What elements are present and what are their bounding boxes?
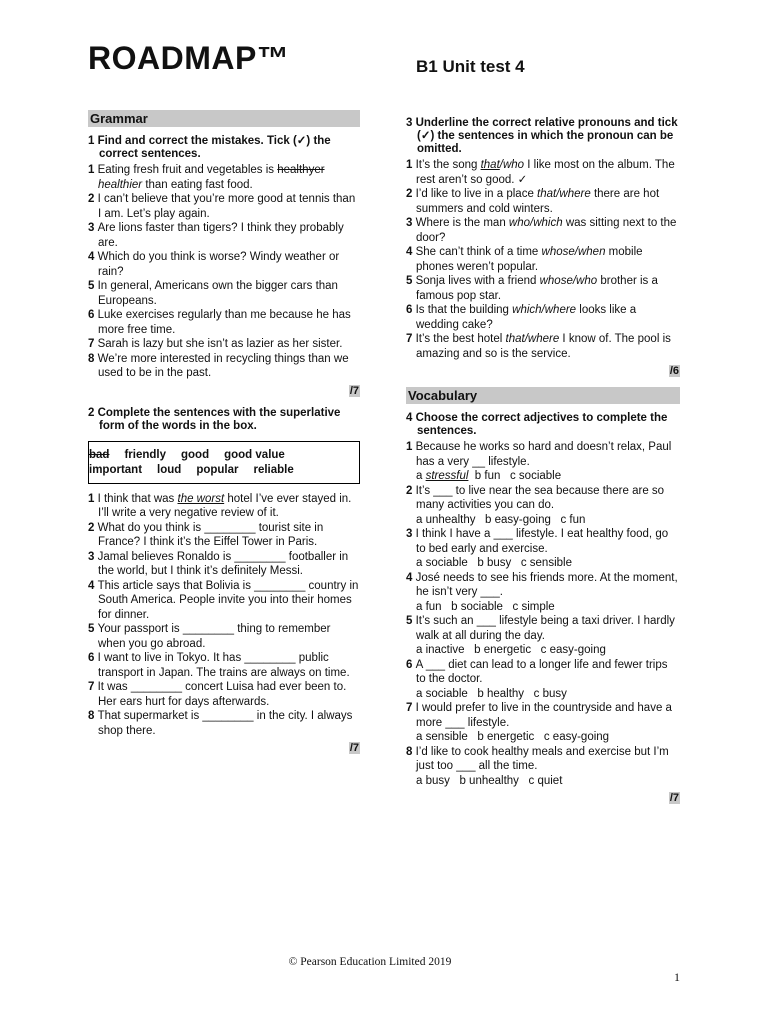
item-number: 7 [406, 702, 416, 714]
unit-title: B1 Unit test 4 [416, 57, 525, 76]
option-text: b fun c sociable [468, 470, 562, 482]
item-text: What do you think is ________ tourist site in France? I think it’s the Eiffel Tower in Paris. [97, 521, 324, 548]
example-answer: stressful [425, 470, 469, 482]
answer-options: a unhealthy b easy-going c fun [416, 513, 586, 526]
item-number: 5 [406, 615, 416, 627]
choice: whose/when [541, 246, 606, 258]
exercise-4-list [406, 440, 680, 788]
item-text: José needs to see his friends more. At the moment, he isn’t very ___. [415, 571, 678, 598]
item-number: 4 [88, 251, 98, 263]
item-text: This article says that Bolivia is ________ country in South America. People invite you into their homes for dinner. [97, 579, 359, 621]
item-text: looks like a wedding cake? [416, 304, 637, 331]
list-item [88, 250, 360, 279]
exercise-3-instruction: 3 Underline the correct relative pronouns and tick (✓) the sentences in which the pronoun can be omitted. [406, 117, 678, 155]
item-number: 1 [406, 159, 416, 171]
word-box-row [89, 463, 355, 478]
item-number: 3 [406, 217, 416, 229]
item-text: We’re more interested in recycling things than we used to be in the past. [97, 352, 349, 379]
item-number: 8 [406, 745, 416, 758]
item-number: 2 [88, 193, 98, 205]
answer-options: a sociable b healthy c busy [416, 687, 567, 700]
list-item [406, 158, 680, 187]
item-text: I’d like to live in a place [415, 188, 538, 200]
box-word: popular [196, 463, 239, 476]
list-item [88, 337, 360, 352]
item-text: Your passport is ________ thing to remember when you go abroad. [97, 623, 331, 650]
answer-options: a inactive b energetic c easy-going [416, 644, 606, 656]
item-text: It was ________ concert Luisa had ever been to. Her ears hurt for days afterwards. [97, 681, 347, 708]
choice: that/where [537, 188, 591, 200]
exercise-3-list [406, 158, 680, 361]
answer-options: a fun b sociable c simple [416, 600, 555, 613]
item-text: I like most on the album. The rest aren’t so good. ✓ [416, 159, 675, 186]
tick-icon: ✓ [296, 135, 307, 147]
exercise-4-score: /7 [669, 792, 679, 804]
item-text: Sonja lives with a friend [415, 275, 540, 287]
list-item [406, 440, 680, 469]
list-item [88, 651, 360, 680]
page-number: 1 [674, 970, 680, 984]
list-item [88, 192, 360, 221]
word-box [88, 441, 360, 484]
list-item [406, 701, 680, 730]
item-number: 4 [406, 571, 416, 584]
box-word: good [181, 448, 210, 461]
list-item [88, 163, 360, 192]
item-text: It’s the best hotel [415, 333, 506, 345]
item-text: Luke exercises regularly than me because he has more free time. [97, 309, 351, 336]
list-item [406, 274, 680, 303]
list-item [406, 216, 680, 245]
box-word: friendly [124, 448, 166, 461]
option-text: a [416, 470, 426, 482]
item-number: 5 [88, 623, 98, 635]
exercise-4-instruction: 4 Choose the correct adjectives to complete the sentences. [406, 412, 668, 437]
choice: which/where [512, 304, 577, 316]
item-number: 2 [406, 484, 416, 497]
list-item [406, 571, 680, 600]
item-number: 2 [406, 188, 416, 200]
item-number: 6 [406, 304, 416, 316]
item-text: mobile phones weren’t popular. [416, 246, 643, 273]
list-item [88, 308, 360, 337]
item-number: 1 [88, 164, 98, 176]
section-heading-grammar: Grammar [88, 110, 360, 127]
underlined-choice: that [480, 159, 500, 171]
list-item [88, 680, 360, 709]
list-item [88, 521, 360, 550]
item-number: 8 [88, 352, 98, 365]
item-text: Sarah is lazy but she isn’t as lazier as her sister. [97, 338, 343, 350]
choice: whose/who [539, 275, 598, 287]
list-item [88, 709, 360, 738]
list-item [88, 352, 360, 381]
list-item [88, 622, 360, 651]
item-text: hotel I’ve ever stayed in. I’ll write a very negative review of it. [98, 492, 352, 519]
item-text: I’d like to cook healthy meals and exercise but I’m just too ___ all the time. [415, 745, 669, 772]
answer-options: a sensible b energetic c easy-going [416, 731, 610, 743]
item-text: It’s such an ___ lifestyle being a taxi driver. I hardly walk at all during the day. [415, 615, 675, 642]
item-number: 6 [88, 652, 98, 664]
exercise-2-instruction: 2 Complete the sentences with the superlative form of the words in the box. [88, 406, 341, 432]
list-item [406, 303, 680, 332]
exercise-3-score: /6 [669, 365, 679, 377]
list-item [88, 579, 360, 623]
list-item [406, 245, 680, 274]
item-number: 4 [88, 579, 98, 592]
item-text: It’s the song [415, 159, 481, 171]
list-item [88, 492, 360, 521]
tick-icon: ✓ [420, 130, 431, 142]
box-word: bad [89, 448, 110, 461]
item-number: 3 [88, 222, 98, 234]
exercise-2-list [88, 492, 360, 739]
section-heading-vocabulary: Vocabulary [406, 387, 680, 404]
box-word: reliable [253, 463, 294, 476]
item-text: I want to live in Tokyo. It has ________ public transport in Japan. The trains are always on time. [97, 652, 350, 679]
item-number: 2 [88, 521, 98, 534]
item-text: I think that was [97, 492, 178, 505]
item-number: 3 [406, 528, 416, 540]
list-item [406, 658, 680, 687]
word-box-row [89, 448, 355, 463]
item-number: 5 [406, 275, 416, 287]
exercise-1-score: /7 [349, 384, 359, 397]
brand-title: ROADMAP™ [88, 40, 290, 76]
right-column [406, 117, 680, 814]
item-text: It’s ___ to live near the sea because there are so many activities you can do. [415, 484, 665, 511]
box-word: loud [157, 463, 182, 476]
item-text: I can’t believe that you’re more good at tennis than I am. Let’s play again. [97, 193, 356, 220]
item-number: 7 [406, 333, 416, 345]
item-text: I think I have a ___ lifestyle. I eat healthy food, go to bed early and exercise. [415, 528, 669, 555]
struck-word: healthyer [277, 164, 325, 176]
item-text: there are hot summers and cold winters. [416, 188, 660, 215]
item-text: I know of. The pool is amazing and so is the service. [416, 333, 671, 360]
list-item [88, 221, 360, 250]
item-number: 1 [406, 441, 416, 453]
item-text: Is that the building [415, 304, 513, 316]
item-text: Which do you think is worse? Windy weather or rain? [97, 251, 340, 278]
item-number: 7 [88, 681, 98, 693]
list-item [406, 484, 680, 513]
exercise-1-instruction: 1 Find and correct the mistakes. Tick (✓) the correct sentences. [88, 135, 331, 160]
choice: who/which [508, 217, 563, 229]
answer-options: a busy b unhealthy c quiet [416, 774, 563, 787]
box-word: important [89, 463, 143, 476]
item-number: 6 [88, 309, 98, 321]
list-item [406, 332, 680, 361]
item-number: 6 [406, 658, 416, 671]
item-text: Where is the man [415, 217, 509, 229]
choice: /who [499, 159, 525, 171]
box-word: good value [224, 448, 285, 461]
list-item [88, 550, 360, 579]
item-text: Jamal believes Ronaldo is ________ footballer in the world, but I think it’s definitely Messi. [97, 550, 349, 577]
item-text: In general, Americans own the bigger cars than Europeans. [97, 280, 338, 307]
exercise-1-list [88, 163, 360, 381]
choice: that/where [505, 333, 560, 345]
item-text: I would prefer to live in the countryside and have a more ___ lifestyle. [415, 702, 672, 729]
item-text: brother is a famous pop star. [416, 275, 658, 302]
list-item [406, 527, 680, 556]
item-number: 5 [88, 280, 98, 292]
item-number: 7 [88, 338, 98, 350]
item-text: Because he works so hard and doesn’t relax, Paul has a very __ lifestyle. [415, 441, 672, 468]
list-item [406, 187, 680, 216]
copyright-footer: © Pearson Education Limited 2019 [288, 956, 452, 968]
item-text: was sitting next to the door? [416, 217, 677, 244]
list-item [406, 745, 680, 774]
item-text: A ___ diet can lead to a longer life and fewer trips to the doctor. [415, 658, 668, 685]
list-item [406, 614, 680, 643]
item-text: than eating fast food. [142, 178, 253, 191]
left-column [88, 110, 360, 764]
corrected-word: healthier [98, 178, 143, 191]
example-answer: the worst [177, 492, 225, 505]
item-number: 4 [406, 246, 416, 258]
answer-options: a sociable b busy c sensible [416, 557, 572, 569]
list-item [88, 279, 360, 308]
item-text: That supermarket is ________ in the city. I always shop there. [97, 710, 353, 737]
item-text: Eating fresh fruit and vegetables is [97, 164, 278, 176]
item-number: 1 [88, 492, 98, 505]
exercise-2-score: /7 [349, 742, 359, 754]
item-number: 3 [88, 550, 98, 563]
item-number: 8 [88, 710, 98, 722]
item-text: Are lions faster than tigers? I think they probably are. [97, 222, 344, 249]
answer-options [406, 469, 680, 484]
item-text: She can’t think of a time [415, 246, 542, 258]
